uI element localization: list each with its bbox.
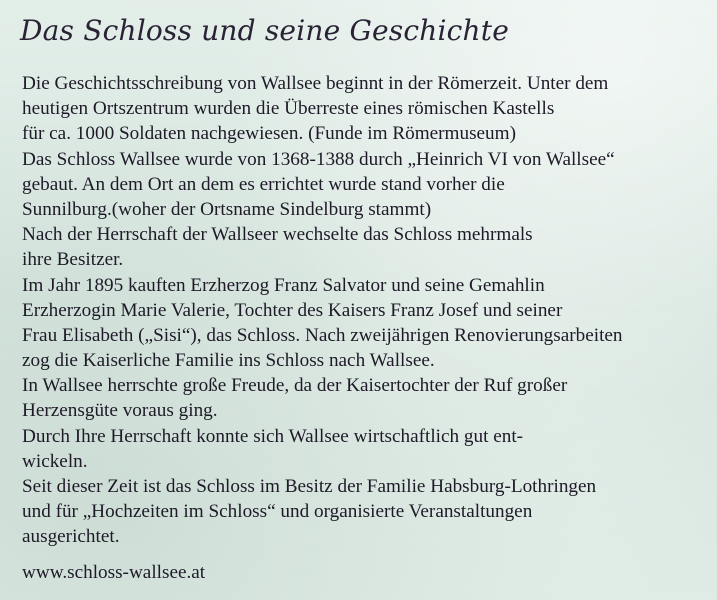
sign-title: Das Schloss und seine Geschichte bbox=[20, 14, 509, 47]
text-line: Seit dieser Zeit ist das Schloss im Besitz der Familie Habsburg-Lothringen bbox=[22, 476, 597, 497]
text-line: zog die Kaiserliche Familie ins Schloss nach Wallsee. bbox=[22, 350, 435, 372]
text-line: Herzensgüte voraus ging. bbox=[22, 400, 218, 422]
text-line: heutigen Ortszentrum wurden die Überreste eines römischen Kastells bbox=[22, 98, 555, 120]
website-url: www.schloss-wallsee.at bbox=[22, 562, 206, 583]
text-line: Frau Elisabeth („Sisi“), das Schloss. Nach zweijährigen Renovierungsarbeiten bbox=[22, 324, 623, 346]
text-line: Durch Ihre Herrschaft konnte sich Wallsee wirtschaftlich gut ent- bbox=[22, 425, 524, 447]
text-line: In Wallsee herrschte große Freude, da der Kaisertochter der Ruf großer bbox=[22, 375, 568, 397]
text-line: gebaut. An dem Ort an dem es errichtet wurde stand vorher die bbox=[22, 173, 505, 195]
text-line: für ca. 1000 Soldaten nachgewiesen. (Funde im Römermuseum) bbox=[22, 123, 516, 145]
text-line: Erzherzogin Marie Valerie, Tochter des Kaisers Franz Josef und seiner bbox=[22, 299, 563, 321]
text-line: Das Schloss Wallsee wurde von 1368-1388 durch „Heinrich VI von Wallsee“ bbox=[22, 148, 615, 170]
sign-text-block bbox=[22, 71, 712, 550]
text-line: Sunnilburg.(woher der Ortsname Sindelburg stammt) bbox=[22, 198, 432, 220]
text-line: ausgerichtet. bbox=[22, 526, 120, 548]
text-line: Nach der Herrschaft der Wallseer wechselte das Schloss mehrmals bbox=[22, 224, 533, 246]
text-line: Die Geschichtsschreibung von Wallsee beginnt in der Römerzeit. Unter dem bbox=[22, 73, 609, 94]
text-line: Im Jahr 1895 kauften Erzherzog Franz Salvator und seine Gemahlin bbox=[22, 274, 545, 296]
text-line: wickeln. bbox=[22, 450, 88, 472]
text-line: und für „Hochzeiten im Schloss“ und organisierte Veranstaltungen bbox=[22, 501, 533, 523]
text-line: ihre Besitzer. bbox=[22, 249, 124, 271]
